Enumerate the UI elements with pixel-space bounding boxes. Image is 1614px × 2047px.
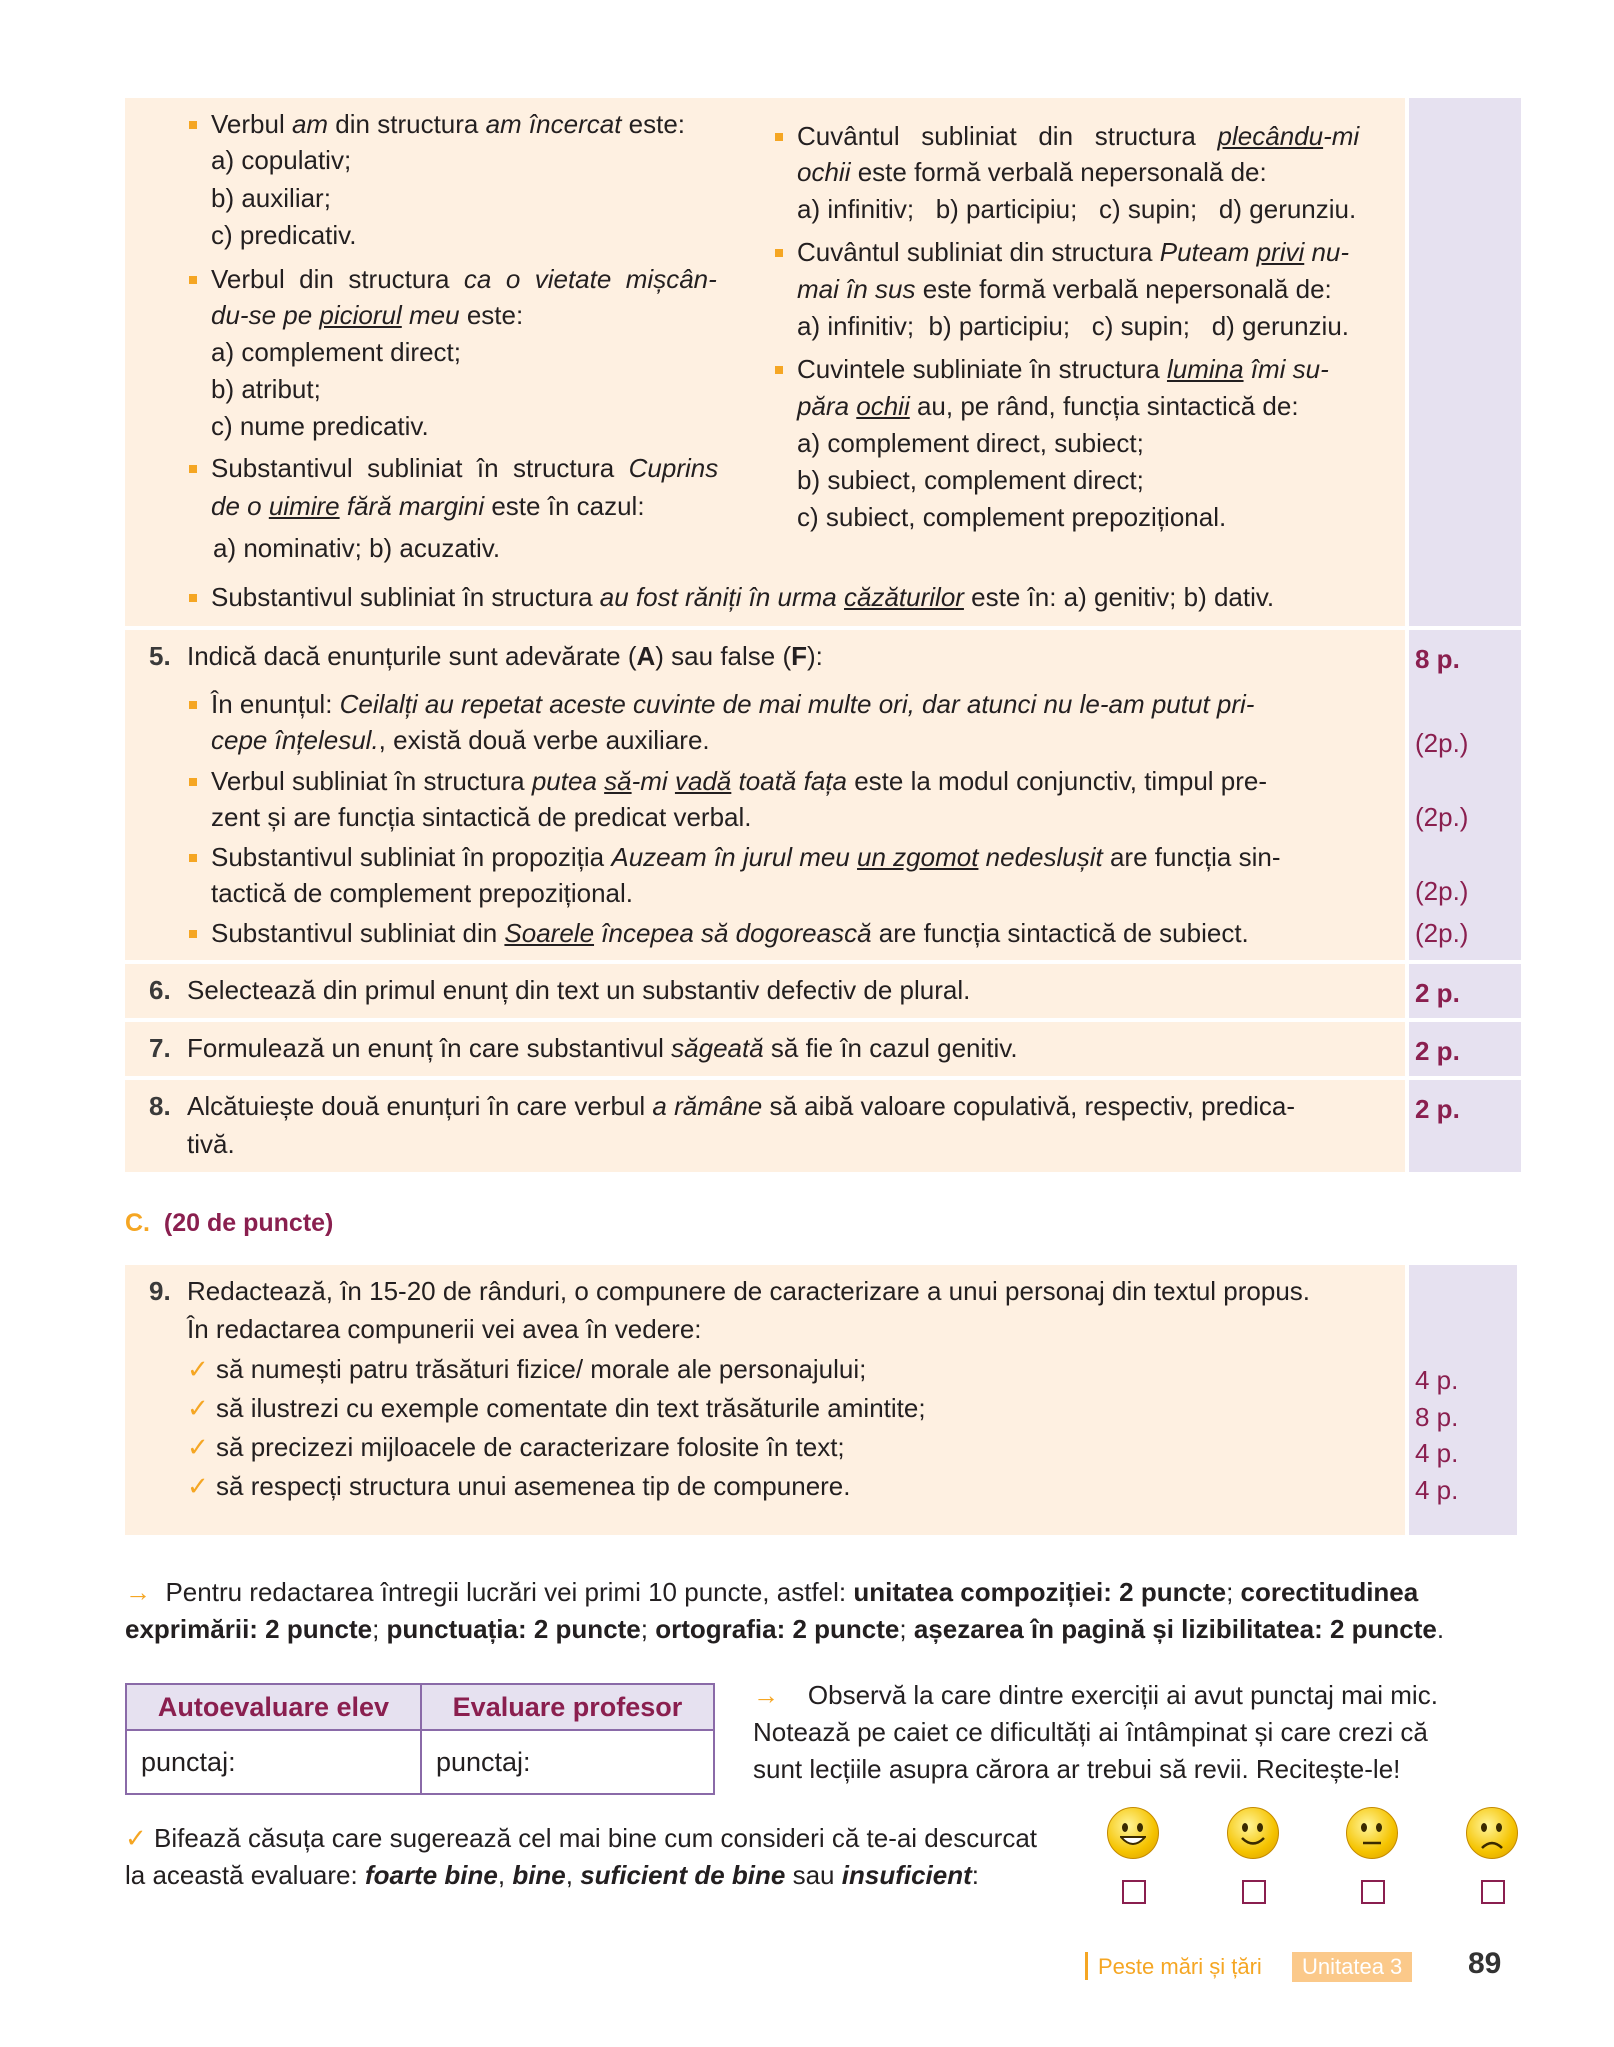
statement-points: (2p.) — [1415, 918, 1469, 948]
big-grin-icon — [1107, 1807, 1159, 1859]
q4-item-3-line: de o uimire fără margini este în cazul: — [211, 491, 645, 521]
question-number: 6. — [149, 975, 171, 1005]
smile-icon — [1227, 1807, 1279, 1859]
statement-2-line: zent și are funcția sintactică de predicat verbal. — [211, 802, 752, 832]
q4-item-7: Substantivul subliniat în structura au fost răniți în urma căzăturilor este în: a) genitiv; b) dativ. — [211, 579, 1274, 615]
unit-label: Unitatea 3 — [1292, 1952, 1412, 1982]
question-5-block — [125, 630, 1521, 960]
question-points: 8 p. — [1415, 644, 1460, 674]
question-number: 8. — [149, 1091, 171, 1121]
q4-item-3-option: a) nominativ; b) acuzativ. — [213, 533, 501, 563]
statement-1: În enunțul: Ceilalți au repetat aceste cuvinte de mai multe ori, dar atunci nu le-am putut pri- — [211, 686, 1254, 722]
q4-item-2-option: a) complement direct; — [211, 337, 461, 367]
evaluation-table — [125, 1683, 715, 1795]
q4-item-1-option: b) auxiliar; — [211, 183, 331, 213]
self-check-line-2: la această evaluare: foarte bine, bine, suficient de bine sau insuficient: — [125, 1860, 979, 1890]
question-number: 5. — [149, 641, 171, 671]
question-4-block — [125, 98, 1521, 626]
statement-2: Verbul subliniat în structura putea să-mi vadă toată fața este la modul conjunctiv, timpul pre- — [211, 763, 1267, 799]
self-evaluation-score-field[interactable]: punctaj: — [126, 1730, 421, 1794]
neutral-icon — [1346, 1807, 1398, 1859]
check-icon: ✓ — [125, 1823, 147, 1853]
question-text: Indică dacă enunțurile sunt adevărate (A) sau false (F): — [187, 641, 823, 671]
question-8-block — [125, 1080, 1521, 1172]
requirement-points: 8 p. — [1415, 1402, 1459, 1432]
footer-divider — [1085, 1952, 1088, 1980]
requirement-points: 4 p. — [1415, 1475, 1459, 1505]
question-number: 7. — [149, 1033, 171, 1063]
grading-note: → Pentru redactarea întregii lucrări vei primi 10 puncte, astfel: unitatea compoziției: 2 puncte; corectitudinea — [125, 1577, 1419, 1607]
checkbox-insuficient[interactable] — [1481, 1880, 1505, 1904]
check-icon: ✓ — [187, 1471, 209, 1501]
statement-1-line: cepe înțelesul., există două verbe auxiliare. — [211, 725, 710, 755]
check-icon: ✓ — [187, 1354, 209, 1384]
question-text-line: tivă. — [187, 1129, 235, 1159]
requirement-4: ✓ să respecți structura unui asemenea tip de compunere. — [187, 1471, 851, 1501]
section-title: (20 de puncte) — [163, 1209, 334, 1237]
statement-points: (2p.) — [1415, 728, 1469, 758]
q4-item-1: Verbul am din structura am încercat este: — [211, 106, 685, 142]
question-points: 2 p. — [1415, 978, 1460, 1008]
requirement-points: 4 p. — [1415, 1438, 1459, 1468]
statement-points: (2p.) — [1415, 876, 1469, 906]
requirement-2: ✓ să ilustrezi cu exemple comentate din text trăsăturile amintite; — [187, 1393, 926, 1423]
q4-item-1-option: a) copulativ; — [211, 145, 352, 175]
observe-line-2: Notează pe caiet ce dificultăți ai întâmpinat și care crezi că — [753, 1717, 1428, 1747]
q4-item-4-option: a) infinitiv; b) participiu; c) supin; d) gerunziu. — [797, 194, 1357, 224]
checkbox-bine[interactable] — [1242, 1880, 1266, 1904]
q4-item-3: Substantivul subliniat în structura Cuprins — [211, 450, 718, 486]
check-icon: ✓ — [187, 1393, 209, 1423]
q4-item-5: Cuvântul subliniat din structura Puteam privi nu- — [797, 234, 1349, 270]
worried-icon — [1466, 1807, 1518, 1859]
arrow-icon: → — [125, 1577, 151, 1607]
statement-points: (2p.) — [1415, 802, 1469, 832]
checkbox-foarte-bine[interactable] — [1122, 1880, 1146, 1904]
q4-item-6-option: c) subiect, complement prepozițional. — [797, 502, 1227, 532]
q4-item-5-option: a) infinitiv; b) participiu; c) supin; d) gerunziu. — [797, 311, 1350, 341]
page-number: 89 — [1468, 1947, 1502, 1980]
question-text: Alcătuiește două enunțuri în care verbul a rămâne să aibă valoare copulativă, respectiv, predica- — [187, 1091, 1296, 1121]
question-number: 9. — [149, 1276, 171, 1306]
observe-line-3: sunt lecțiile asupra cărora ar trebui să revii. Recitește-le! — [753, 1754, 1401, 1784]
q4-item-6-line: păra ochii au, pe rând, funcția sintactică de: — [797, 391, 1299, 421]
q4-item-5-line: mai în sus este formă verbală nepersonală de: — [797, 274, 1332, 304]
requirement-1: ✓ să numești patru trăsături fizice/ morale ale personajului; — [187, 1354, 867, 1384]
statement-3-line: tactică de complement prepozițional. — [211, 878, 634, 908]
question-points: 2 p. — [1415, 1094, 1460, 1124]
section-c-heading — [125, 1205, 333, 1241]
observe-line-1: → Observă la care dintre exerciții ai avut punctaj mai mic. — [753, 1680, 1438, 1710]
check-icon: ✓ — [187, 1432, 209, 1462]
q4-item-2: Verbul din structura ca o vietate mișcân- — [211, 261, 717, 297]
question-text-line: În redactarea compunerii vei avea în vedere: — [187, 1314, 702, 1344]
requirement-points: 4 p. — [1415, 1365, 1459, 1395]
question-text: Selectează din primul enunț din text un substantiv defectiv de plural. — [187, 975, 971, 1005]
statement-4: Substantivul subliniat din Soarele începea să dogorească are funcția sintactică de subiect. — [211, 915, 1249, 951]
q4-item-2-option: c) nume predicativ. — [211, 411, 429, 441]
self-check-line-1: ✓ Bifează căsuța care sugerează cel mai bine cum consideri că te-ai descurcat — [125, 1823, 1038, 1853]
section-letter: C. — [125, 1209, 150, 1237]
question-points: 2 p. — [1415, 1036, 1460, 1066]
q4-item-4: Cuvântul subliniat din structura plecându-mi — [797, 118, 1359, 154]
book-title: Peste mări și țări — [1098, 1954, 1262, 1979]
question-text: Formulează un enunț în care substantivul săgeată să fie în cazul genitiv. — [187, 1033, 1018, 1063]
statement-3: Substantivul subliniat în propoziția Auzeam în jurul meu un zgomot nedeslușit are funcția sin- — [211, 839, 1281, 875]
q4-item-6-option: a) complement direct, subiect; — [797, 428, 1144, 458]
self-evaluation-header: Autoevaluare elev — [126, 1684, 421, 1730]
q4-item-2-line: du-se pe piciorul meu este: — [211, 300, 524, 330]
requirement-3: ✓ să precizezi mijloacele de caracterizare folosite în text; — [187, 1432, 845, 1462]
q4-item-1-option: c) predicativ. — [211, 220, 357, 250]
question-6-block — [125, 964, 1521, 1018]
q4-item-4-line: ochii este formă verbală nepersonală de: — [797, 157, 1267, 187]
q4-item-6: Cuvintele subliniate în structura lumina îmi su- — [797, 351, 1329, 387]
question-7-block — [125, 1022, 1521, 1076]
question-9-block — [125, 1265, 1517, 1535]
teacher-evaluation-header: Evaluare profesor — [421, 1684, 714, 1730]
q4-item-6-option: b) subiect, complement direct; — [797, 465, 1144, 495]
teacher-evaluation-score-field[interactable]: punctaj: — [421, 1730, 714, 1794]
grading-note-line-2: exprimării: 2 puncte; punctuația: 2 puncte; ortografia: 2 puncte; așezarea în pagină și lizibilitatea: 2 puncte. — [125, 1614, 1445, 1644]
arrow-icon: → — [753, 1680, 779, 1710]
checkbox-suficient-de-bine[interactable] — [1361, 1880, 1385, 1904]
question-text: Redactează, în 15-20 de rânduri, o compunere de caracterizare a unui personaj din textul propus. — [187, 1276, 1311, 1306]
q4-item-2-option: b) atribut; — [211, 374, 321, 404]
